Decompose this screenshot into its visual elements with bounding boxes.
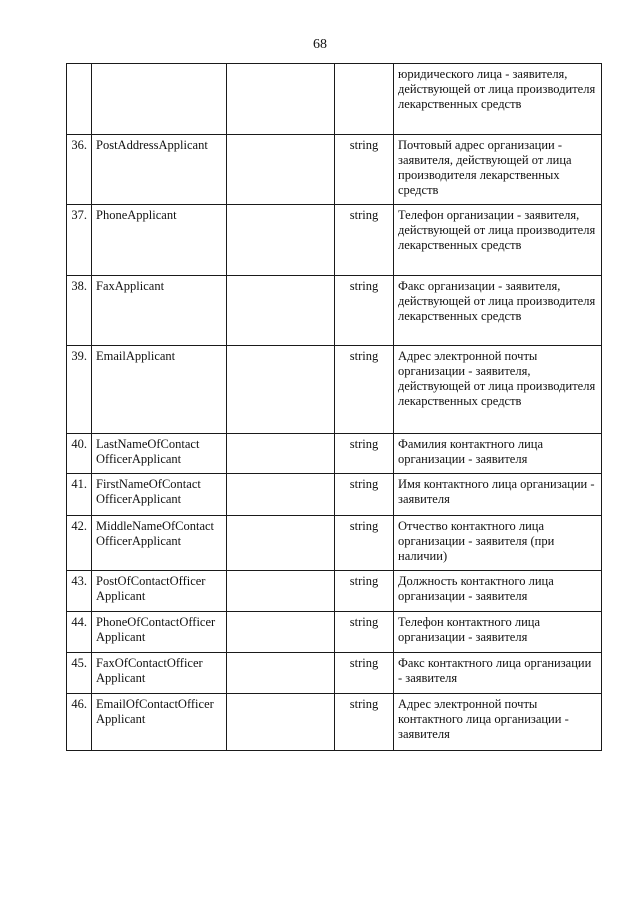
- table-row: [67, 516, 602, 571]
- row-number: [67, 64, 92, 135]
- page-number: 68: [313, 37, 327, 52]
- element-description: Имя контактного лица организации - заявителя: [394, 474, 602, 516]
- empty-cell: [227, 276, 335, 346]
- element-type: string: [335, 346, 394, 434]
- row-number: 36.: [67, 135, 92, 205]
- element-type: string: [335, 653, 394, 694]
- empty-cell: [227, 612, 335, 653]
- element-name: MiddleNameOfContact OfficerApplicant: [92, 516, 227, 571]
- element-name: [92, 64, 227, 135]
- element-type: string: [335, 694, 394, 751]
- empty-cell: [227, 135, 335, 205]
- element-description: Должность контактного лица организации - заявителя: [394, 571, 602, 612]
- table-row: [67, 64, 602, 135]
- table-row: [67, 571, 602, 612]
- element-name: FirstNameOfContact OfficerApplicant: [92, 474, 227, 516]
- element-name: EmailApplicant: [92, 346, 227, 434]
- element-description: Отчество контактного лица организации - заявителя (при наличии): [394, 516, 602, 571]
- element-description: Факс контактного лица организации - заявителя: [394, 653, 602, 694]
- element-name: FaxApplicant: [92, 276, 227, 346]
- empty-cell: [227, 571, 335, 612]
- element-name: PostAddressApplicant: [92, 135, 227, 205]
- element-description: Почтовый адрес организации - заявителя, действующей от лица производителя лекарственных средств: [394, 135, 602, 205]
- empty-cell: [227, 653, 335, 694]
- element-description: юридического лица - заявителя, действующей от лица производителя лекарственных средств: [394, 64, 602, 135]
- element-name: PhoneApplicant: [92, 205, 227, 276]
- element-description: Факс организации - заявителя, действующей от лица производителя лекарственных средств: [394, 276, 602, 346]
- empty-cell: [227, 474, 335, 516]
- element-name: EmailOfContactOfficer Applicant: [92, 694, 227, 751]
- element-name: PhoneOfContactOfficer Applicant: [92, 612, 227, 653]
- empty-cell: [227, 694, 335, 751]
- element-type: string: [335, 135, 394, 205]
- table-row: [67, 474, 602, 516]
- table-row: [67, 434, 602, 474]
- row-number: 39.: [67, 346, 92, 434]
- table-row: [67, 205, 602, 276]
- row-number: 45.: [67, 653, 92, 694]
- row-number: 43.: [67, 571, 92, 612]
- empty-cell: [227, 64, 335, 135]
- element-type: string: [335, 205, 394, 276]
- table-row: [67, 276, 602, 346]
- element-description: Телефон контактного лица организации - заявителя: [394, 612, 602, 653]
- row-number: 41.: [67, 474, 92, 516]
- empty-cell: [227, 516, 335, 571]
- element-name: PostOfContactOfficer Applicant: [92, 571, 227, 612]
- element-type: string: [335, 571, 394, 612]
- empty-cell: [227, 205, 335, 276]
- row-number: 42.: [67, 516, 92, 571]
- element-type: string: [335, 276, 394, 346]
- row-number: 37.: [67, 205, 92, 276]
- element-type: string: [335, 516, 394, 571]
- element-name: FaxOfContactOfficer Applicant: [92, 653, 227, 694]
- element-description: Фамилия контактного лица организации - заявителя: [394, 434, 602, 474]
- element-name: LastNameOfContact OfficerApplicant: [92, 434, 227, 474]
- element-description: Адрес электронной почты контактного лица организации - заявителя: [394, 694, 602, 751]
- table-row: [67, 346, 602, 434]
- row-number: 40.: [67, 434, 92, 474]
- empty-cell: [227, 346, 335, 434]
- element-description: Адрес электронной почты организации - заявителя, действующей от лица производителя лекарственных средств: [394, 346, 602, 434]
- element-description: Телефон организации - заявителя, действующей от лица производителя лекарственных средств: [394, 205, 602, 276]
- row-number: 44.: [67, 612, 92, 653]
- table-row: [67, 135, 602, 205]
- element-type: string: [335, 474, 394, 516]
- row-number: 38.: [67, 276, 92, 346]
- table-row: [67, 653, 602, 694]
- element-type: string: [335, 612, 394, 653]
- element-type: [335, 64, 394, 135]
- row-number: 46.: [67, 694, 92, 751]
- table-row: [67, 694, 602, 751]
- element-type: string: [335, 434, 394, 474]
- empty-cell: [227, 434, 335, 474]
- spec-table: [66, 63, 602, 751]
- table-row: [67, 612, 602, 653]
